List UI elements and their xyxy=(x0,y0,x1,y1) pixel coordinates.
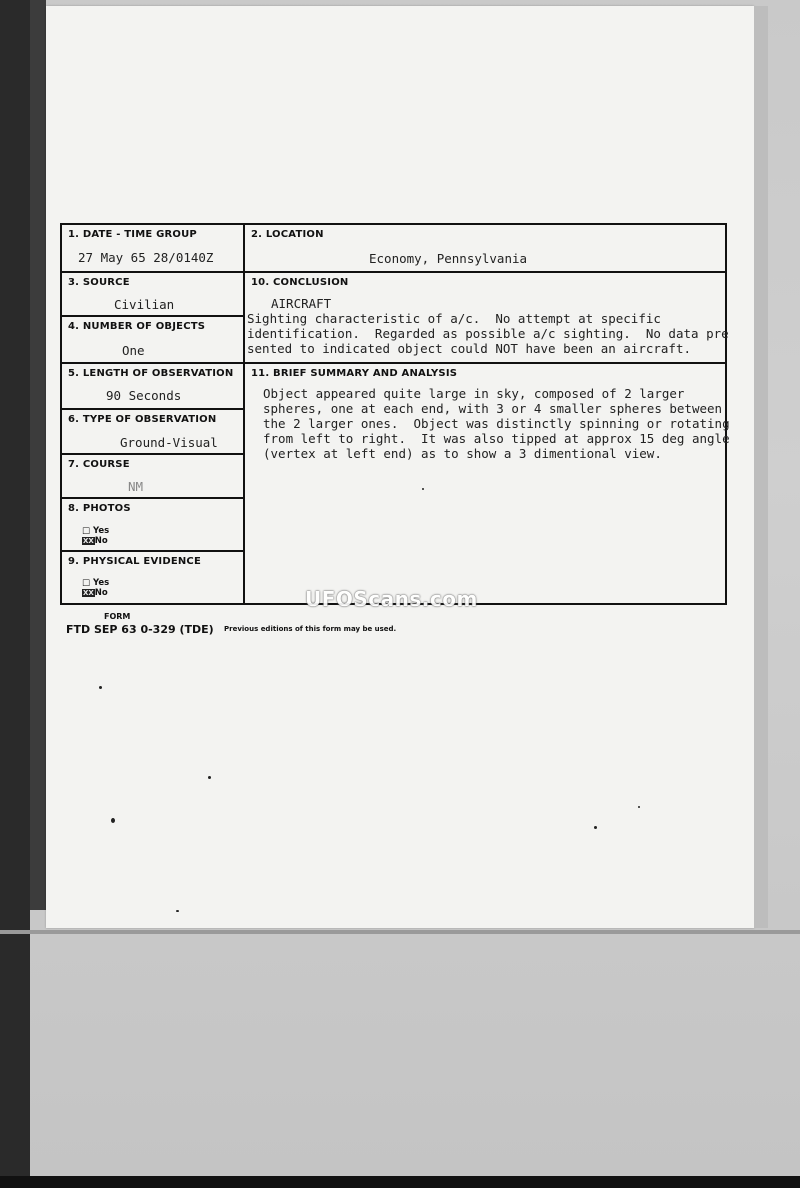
location-value: Economy, Pennsylvania xyxy=(369,251,528,266)
film-edge-shadow xyxy=(30,0,46,910)
photos-no-label: No xyxy=(94,536,108,546)
checked-mark: XX xyxy=(83,589,94,597)
source-cell xyxy=(62,273,245,317)
date-time-group-label: 1. DATE - TIME GROUP xyxy=(68,229,197,240)
form-number: FTD SEP 63 0-329 (TDE) xyxy=(66,623,214,636)
dust-speck xyxy=(99,686,102,689)
source-value: Civilian xyxy=(114,297,175,312)
watermark: UFOScans.com xyxy=(305,587,478,611)
course-value: NM xyxy=(128,479,144,494)
length-of-observation-cell xyxy=(62,364,245,410)
conclusion-heading: AIRCRAFT xyxy=(271,296,332,311)
type-of-observation-label: 6. TYPE OF OBSERVATION xyxy=(68,414,217,425)
page-bottom-shadow xyxy=(0,930,800,934)
summary-line: Object appeared quite large in sky, composed of 2 larger xyxy=(263,386,685,401)
course-label: 7. COURSE xyxy=(68,459,130,470)
date-time-group-cell xyxy=(62,225,245,273)
photos-label: 8. PHOTOS xyxy=(68,503,131,514)
conclusion-label: 10. CONCLUSION xyxy=(251,277,349,288)
conclusion-line: Sighting characteristic of a/c. No attempt at specific xyxy=(247,311,661,326)
course-cell xyxy=(62,455,245,499)
checked-mark: XX xyxy=(83,537,94,545)
film-edge-bottom xyxy=(0,1176,800,1188)
type-of-observation-cell xyxy=(62,410,245,455)
brief-summary-cell xyxy=(245,364,730,603)
page-right-edge xyxy=(754,6,768,928)
dust-speck xyxy=(594,826,597,829)
type-of-observation-value: Ground-Visual xyxy=(120,435,218,450)
summary-line: the 2 larger ones. Object was distinctly spinning or rotating xyxy=(263,416,730,431)
dust-speck xyxy=(111,818,115,823)
summary-line: from left to right. It was also tipped at approx 15 deg angle xyxy=(263,431,730,446)
number-of-objects-value: One xyxy=(122,343,145,358)
dust-speck xyxy=(638,806,640,808)
photos-yes-label: Yes xyxy=(93,526,110,536)
project-record-card xyxy=(60,223,730,605)
film-edge-left xyxy=(0,0,30,1188)
conclusion-line: sented to indicated object could NOT have been an aircraft. xyxy=(247,341,692,356)
conclusion-cell xyxy=(245,273,729,364)
dust-speck xyxy=(208,776,211,779)
number-of-objects-cell xyxy=(62,317,245,364)
physical-evidence-yes-option: □ Yes xyxy=(82,578,110,588)
conclusion-line: identification. Regarded as possible a/c sighting. No data pre xyxy=(247,326,729,341)
physical-evidence-no-label: No xyxy=(94,588,108,598)
photos-yes-option: □ Yes xyxy=(82,526,110,536)
photos-no-option xyxy=(82,536,108,546)
form-note: Previous editions of this form may be used. xyxy=(224,625,397,633)
source-label: 3. SOURCE xyxy=(68,277,130,288)
form-word: FORM xyxy=(104,612,131,621)
number-of-objects-label: 4. NUMBER OF OBJECTS xyxy=(68,321,206,332)
physical-evidence-label: 9. PHYSICAL EVIDENCE xyxy=(68,556,201,567)
summary-line: (vertex at left end) as to show a 3 dimentional view. xyxy=(263,446,662,461)
dust-speck xyxy=(176,910,179,912)
physical-evidence-no-option xyxy=(82,588,108,598)
length-of-observation-value: 90 Seconds xyxy=(106,388,182,403)
location-label: 2. LOCATION xyxy=(251,229,324,240)
photos-cell xyxy=(62,499,245,552)
length-of-observation-label: 5. LENGTH OF OBSERVATION xyxy=(68,368,234,379)
date-time-group-value: 27 May 65 28/0140Z xyxy=(78,250,214,265)
brief-summary-label: 11. BRIEF SUMMARY AND ANALYSIS xyxy=(251,368,458,379)
location-cell xyxy=(245,225,725,273)
summary-line: spheres, one at each end, with 3 or 4 smaller spheres between xyxy=(263,401,723,416)
physical-evidence-yes-label: Yes xyxy=(93,578,110,588)
physical-evidence-cell xyxy=(62,552,245,603)
